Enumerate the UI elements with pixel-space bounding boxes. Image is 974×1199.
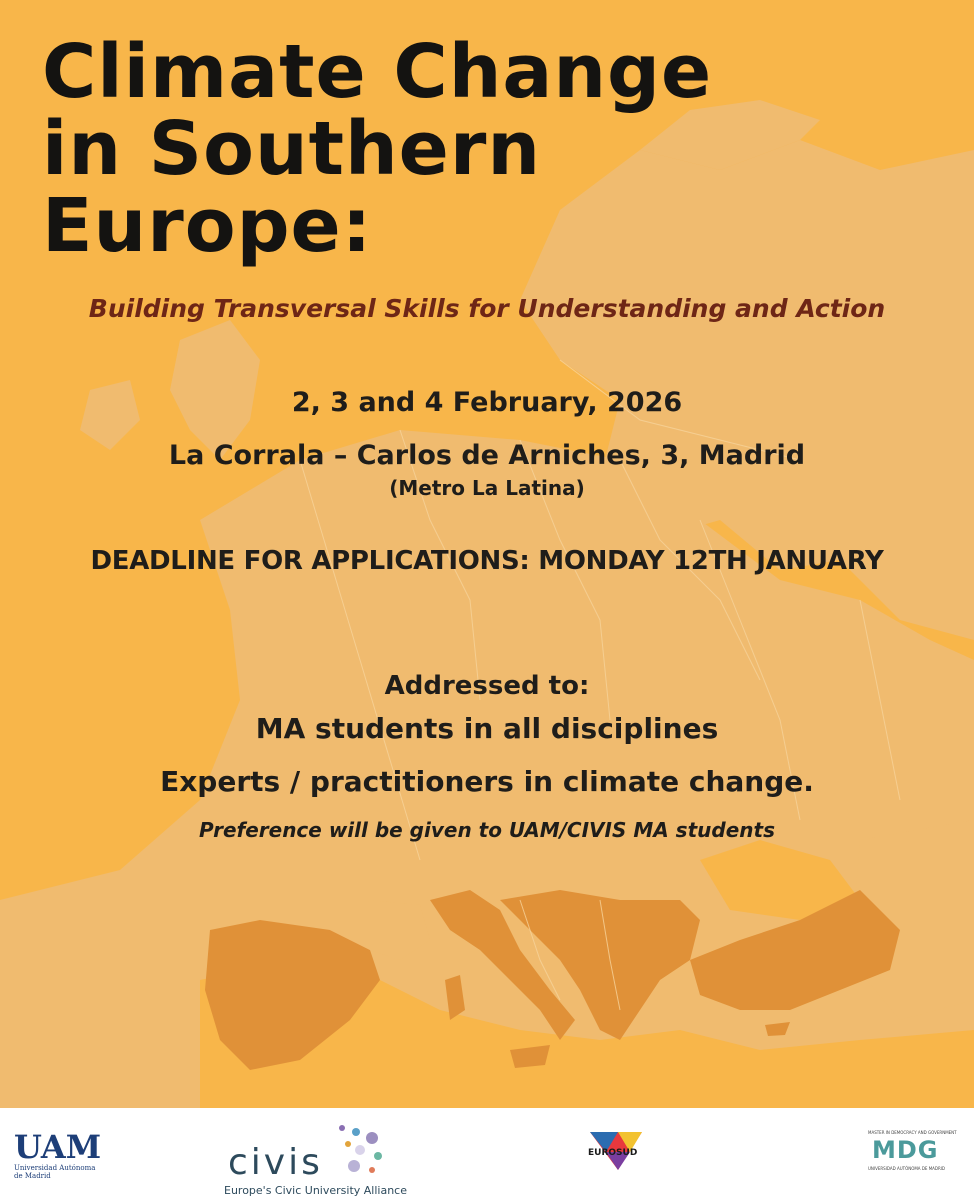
event-venue: La Corrala – Carlos de Arniches, 3, Madrid <box>168 440 806 471</box>
metro-station: (Metro La Latina) <box>389 476 585 500</box>
audience-item: Experts / practitioners in climate change. <box>160 765 814 798</box>
eurosud-logo-text: EUROSUD <box>588 1148 638 1158</box>
uam-logo-subtext: Universidad Autónoma de Madrid <box>14 1164 96 1180</box>
civis-logo-tagline: Europe's Civic University Alliance <box>224 1184 407 1197</box>
mdg-logo-toptext: MASTER IN DEMOCRACY AND GOVERNMENT <box>868 1130 957 1135</box>
application-deadline: DEADLINE FOR APPLICATIONS: MONDAY 12TH JANUARY <box>90 546 884 576</box>
poster-subtitle: Building Transversal Skills for Understanding and Action <box>88 294 886 323</box>
audience-item: MA students in all disciplines <box>255 712 719 745</box>
uam-logo <box>14 1130 104 1190</box>
poster-title: Climate Change in Southern Europe: <box>42 29 713 269</box>
mdg-logo-text: MDG <box>872 1136 939 1164</box>
eurosud-logo <box>588 1128 648 1174</box>
partner-logos-footer <box>0 1108 974 1199</box>
audience-heading: Addressed to: <box>384 671 590 701</box>
mdg-logo <box>868 1128 957 1172</box>
uam-logo-text: UAM <box>14 1128 102 1166</box>
preference-note: Preference will be given to UAM/CIVIS MA students <box>199 818 775 842</box>
event-dates: 2, 3 and 4 February, 2026 <box>291 387 683 418</box>
civis-dots-icon <box>334 1122 394 1177</box>
civis-logo-text: civis <box>228 1142 323 1183</box>
mdg-logo-bottomtext: UNIVERSIDAD AUTÓNOMA DE MADRID <box>868 1166 945 1171</box>
civis-logo <box>224 1122 407 1197</box>
